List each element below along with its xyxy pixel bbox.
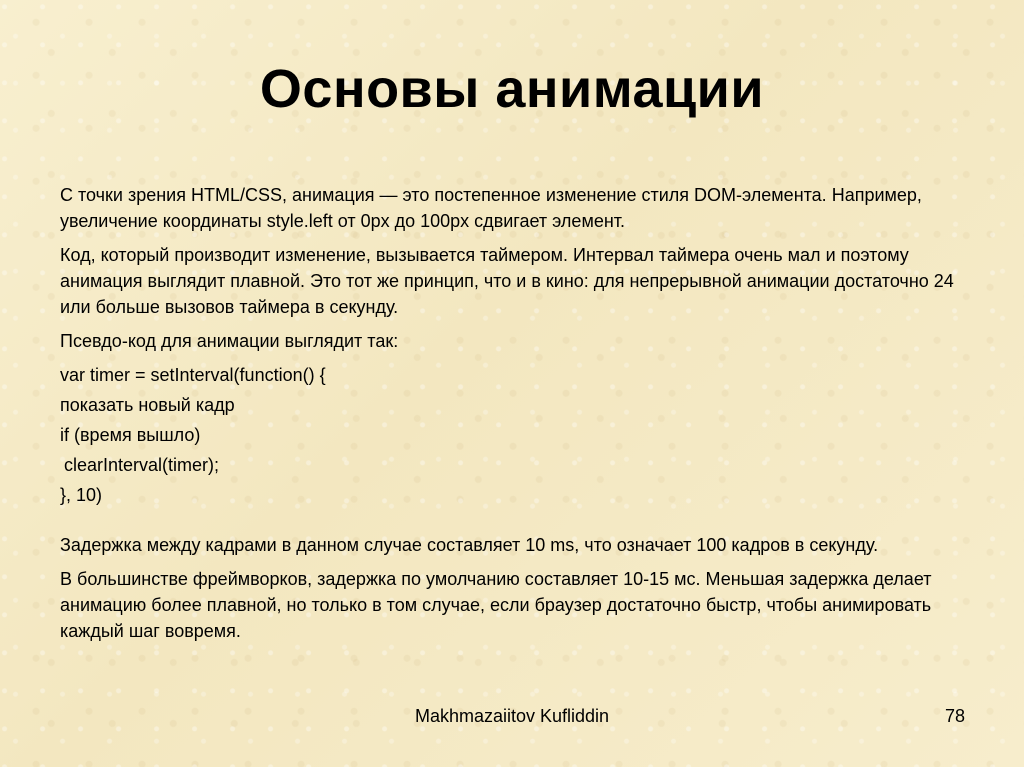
paragraph-framework-delay: В большинстве фреймворков, задержка по умолчанию составляет 10-15 мс. Меньшая задержка делает анимацию более плавной, но только в том случае, если браузер достаточно быстр, чтобы анимировать каждый шаг вовремя. <box>60 569 932 641</box>
slide-title: Основы анимации <box>259 59 765 119</box>
paragraph-frame-delay: Задержка между кадрами в данном случае составляет 10 ms, что означает 100 кадров в секунду. <box>60 535 879 555</box>
pseudocode-line-4: clearInterval(timer); <box>64 455 220 475</box>
footer-page-number: 78 <box>944 706 965 726</box>
footer-author: Makhmazaiitov Kuflіddin <box>414 706 610 726</box>
pseudocode-line-3: if (время вышло) <box>60 425 201 445</box>
paragraph-animation-definition: С точки зрения HTML/CSS, анимация — это постепенное изменение стиля DOM-элемента. Например, увеличение координаты style.left от 0px до 100px сдвигает элемент. <box>60 185 922 231</box>
pseudocode-line-1: var timer = setInterval(function() { <box>60 365 326 385</box>
paragraph-pseudocode-intro: Псевдо-код для анимации выглядит так: <box>60 331 399 351</box>
paragraph-timer-explanation: Код, который производит изменение, вызывается таймером. Интервал таймера очень мал и поэтому анимация выглядит плавной. Это тот же принцип, что и в кино: для непрерывной анимации достаточно 24 или больше вызовов таймера в секунду. <box>60 245 954 317</box>
content-spacer <box>60 512 965 532</box>
slide-content <box>60 182 965 652</box>
pseudocode-line-5: }, 10) <box>60 485 103 505</box>
pseudocode-line-2: показать новый кадр <box>60 395 235 415</box>
